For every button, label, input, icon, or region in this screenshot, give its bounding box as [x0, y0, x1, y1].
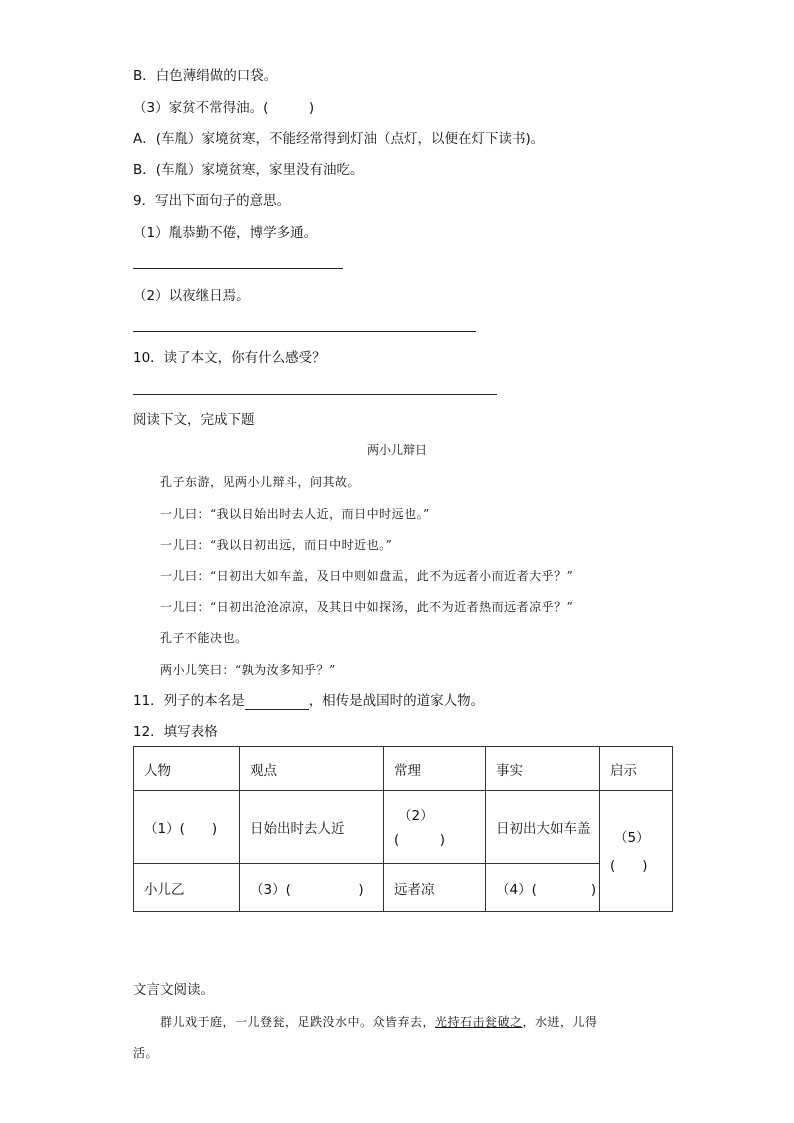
q9-sub1: （1）胤恭勤不倦，博学多通。 — [133, 225, 318, 241]
passage-line: 一儿曰：“日初出沧沧凉凉，及其日中如探汤，此不为近者热而远者凉乎？” — [160, 600, 574, 614]
q11-text-after: ，相传是战国时的道家人物。 — [308, 693, 485, 709]
cell-common-1-label: （2） — [398, 808, 434, 824]
passage-line: 孔子不能决也。 — [160, 631, 248, 645]
cell-insight[interactable] — [600, 791, 673, 912]
q10-answer-line[interactable] — [133, 394, 497, 395]
q8-sub3: （3）家贫不常得油。( ) — [133, 100, 315, 116]
passage-line: 两小儿笑曰：“孰为汝多知乎？” — [160, 663, 336, 677]
q8-option-a-sub3: A．(车胤）家境贫寒，不能经常得到灯油（点灯，以便在灯下读书)。 — [133, 131, 545, 147]
classical-line-1-after: ，水迸，儿得 — [522, 1015, 598, 1029]
passage-title: 两小儿辩日 — [366, 443, 427, 457]
q9-answer-line-2[interactable] — [133, 331, 476, 332]
q8-option-b-sub3: B．(车胤）家境贫寒，家里没有油吃。 — [133, 162, 364, 178]
passage-line: 一儿曰：“我以日初出远，而日中时近也。” — [160, 538, 393, 552]
q11-answer-blank[interactable] — [245, 695, 309, 710]
reading-instruction: 阅读下文，完成下题 — [133, 412, 255, 428]
cell-insight-label: （5） — [614, 830, 650, 846]
classical-line-2: 活。 — [133, 1046, 159, 1060]
cell-common-2: 远者凉 — [384, 864, 486, 912]
passage-line: 一儿曰：“我以日始出时去人近，而日中时远也。” — [160, 507, 430, 521]
classical-line-1-before: 群儿戏于庭，一儿登瓮，足跌没水中。众皆弃去， — [160, 1015, 436, 1029]
table-row — [134, 864, 673, 912]
q9-answer-line-1[interactable] — [133, 268, 343, 269]
classical-instruction: 文言文阅读。 — [133, 982, 214, 998]
q11-text-before: 11．列子的本名是 — [133, 693, 245, 709]
header-insight: 启示 — [600, 747, 673, 791]
table-header-row — [134, 747, 673, 791]
table-row — [134, 791, 673, 864]
passage-line: 孔子东游，见两小儿辩斗，问其故。 — [160, 475, 361, 489]
header-common-sense: 常理 — [384, 747, 486, 791]
cell-view-1: 日始出时去人近 — [240, 791, 384, 864]
q8-option-b-sub2: B．白色薄绢做的口袋。 — [133, 68, 278, 84]
q12-table — [133, 746, 673, 912]
cell-fact-2[interactable]: （4）( ) — [486, 864, 600, 912]
cell-insight-blank: ( ) — [610, 858, 648, 874]
classical-underlined-sentence: 光持石击瓮破之 — [435, 1015, 523, 1029]
passage-line: 一儿曰：“日初出大如车盖，及日中则如盘盂，此不为远者小而近者大乎？” — [160, 569, 574, 583]
q12-stem: 12．填写表格 — [133, 724, 218, 740]
cell-view-2[interactable]: （3）( ) — [240, 864, 384, 912]
header-view: 观点 — [240, 747, 384, 791]
cell-common-1[interactable] — [384, 791, 486, 864]
cell-fact-1: 日初出大如车盖 — [486, 791, 600, 864]
cell-common-1-blank: ( ) — [394, 832, 446, 848]
header-fact: 事实 — [486, 747, 600, 791]
cell-person-1[interactable]: （1）( ) — [134, 791, 240, 864]
q11-stem — [133, 692, 484, 710]
q9-sub2: （2）以夜继日焉。 — [133, 288, 250, 304]
classical-line-1 — [160, 1013, 598, 1031]
cell-person-2: 小儿乙 — [134, 864, 240, 912]
q10-stem: 10．读了本文，你有什么感受？ — [133, 350, 326, 366]
header-person: 人物 — [134, 747, 240, 791]
q9-stem: 9．写出下面句子的意思。 — [133, 193, 291, 209]
